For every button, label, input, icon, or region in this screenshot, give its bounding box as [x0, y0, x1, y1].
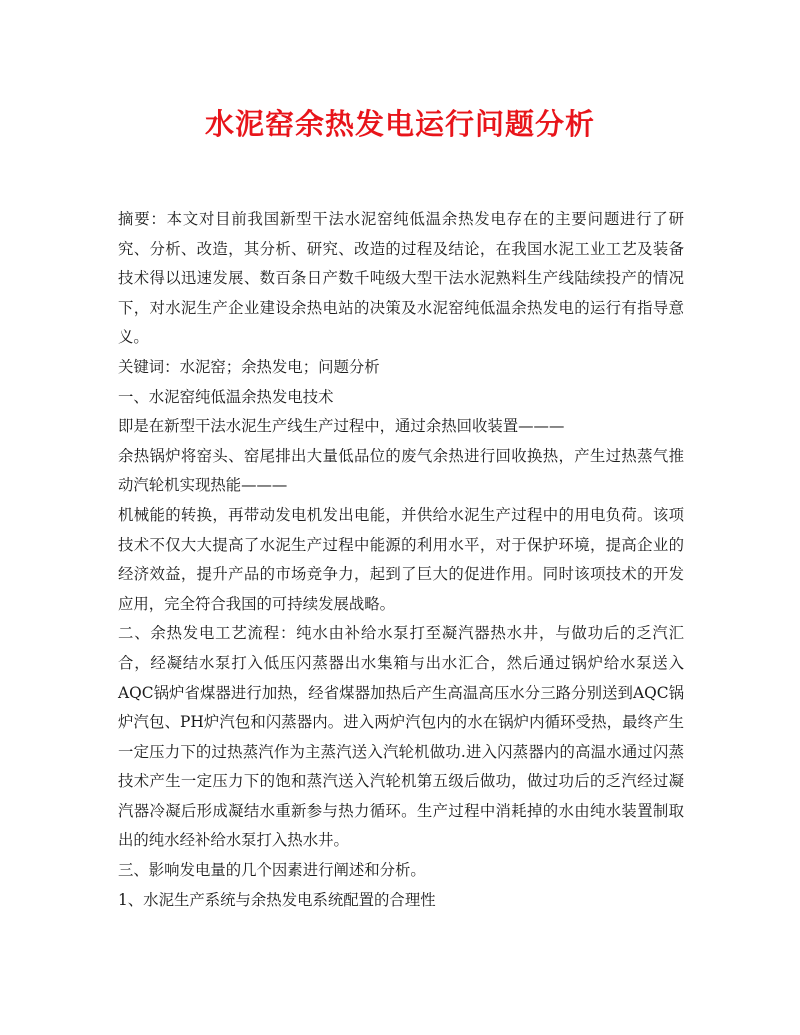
body-paragraph: 机械能的转换，再带动发电机发出电能，并供给水泥生产过程中的用电负荷。该项技术不仅大大提高了水泥生产过程中能源的利用水平，对于保护环境，提高企业的经济效益，提升产品的市场竞争力，起到了巨大的促进作用。同时该项技术的开发应用，完全符合我国的可持续发展战略。: [118, 505, 684, 613]
section-heading-1: 一、水泥窑纯低温余热发电技术: [118, 387, 334, 406]
keywords-line: 关键词：水泥窑；余热发电；问题分析: [118, 357, 380, 376]
section-heading-3: 三、影响发电量的几个因素进行阐述和分析。: [118, 861, 426, 880]
abstract-paragraph: 摘要：本文对目前我国新型干法水泥窑纯低温余热发电存在的主要问题进行了研究、分析、改造，其分析、研究、改造的过程及结论，在我国水泥工业工艺及装备技术得以迅速发展、数百条日产数千吨级大型干法水泥熟料生产线陆续投产的情况下，对水泥生产企业建设余热电站的决策及水泥窑纯低温余热发电的运行有指导意义。: [118, 210, 684, 347]
document-title: 水泥窑余热发电运行问题分析: [204, 107, 595, 141]
body-paragraph: 余热锅炉将窑头、窑尾排出大量低品位的废气余热进行回收换热，产生过热蒸气推动汽轮机实现热能———: [118, 446, 684, 495]
document-body: [118, 205, 684, 915]
process-flow-paragraph: 二、余热发电工艺流程：纯水由补给水泵打至凝汽器热水井，与做功后的乏汽汇合，经凝结水泵打入低压闪蒸器出水集箱与出水汇合，然后通过锅炉给水泵送入AQC锅炉省煤器进行加热，经省煤器加热后产生高温高压水分三路分别送到AQC锅炉汽包、PH炉汽包和闪蒸器内。进入两炉汽包内的水在锅炉内循环受热，最终产生一定压力下的过热蒸汽作为主蒸汽送入汽轮机做功.进入闪蒸器内的高温水通过闪蒸技术产生一定压力下的饱和蒸汽送入汽轮机第五级后做功，做过功后的乏汽经过凝汽器冷凝后形成凝结水重新参与热力循环。生产过程中消耗掉的水由纯水装置制取出的纯水经补给水泵打入热水井。: [118, 624, 684, 850]
subsection-heading-1: 1、水泥生产系统与余热发电系统配置的合理性: [118, 890, 436, 909]
body-paragraph: 即是在新型干法水泥生产线生产过程中，通过余热回收装置———: [118, 417, 565, 436]
